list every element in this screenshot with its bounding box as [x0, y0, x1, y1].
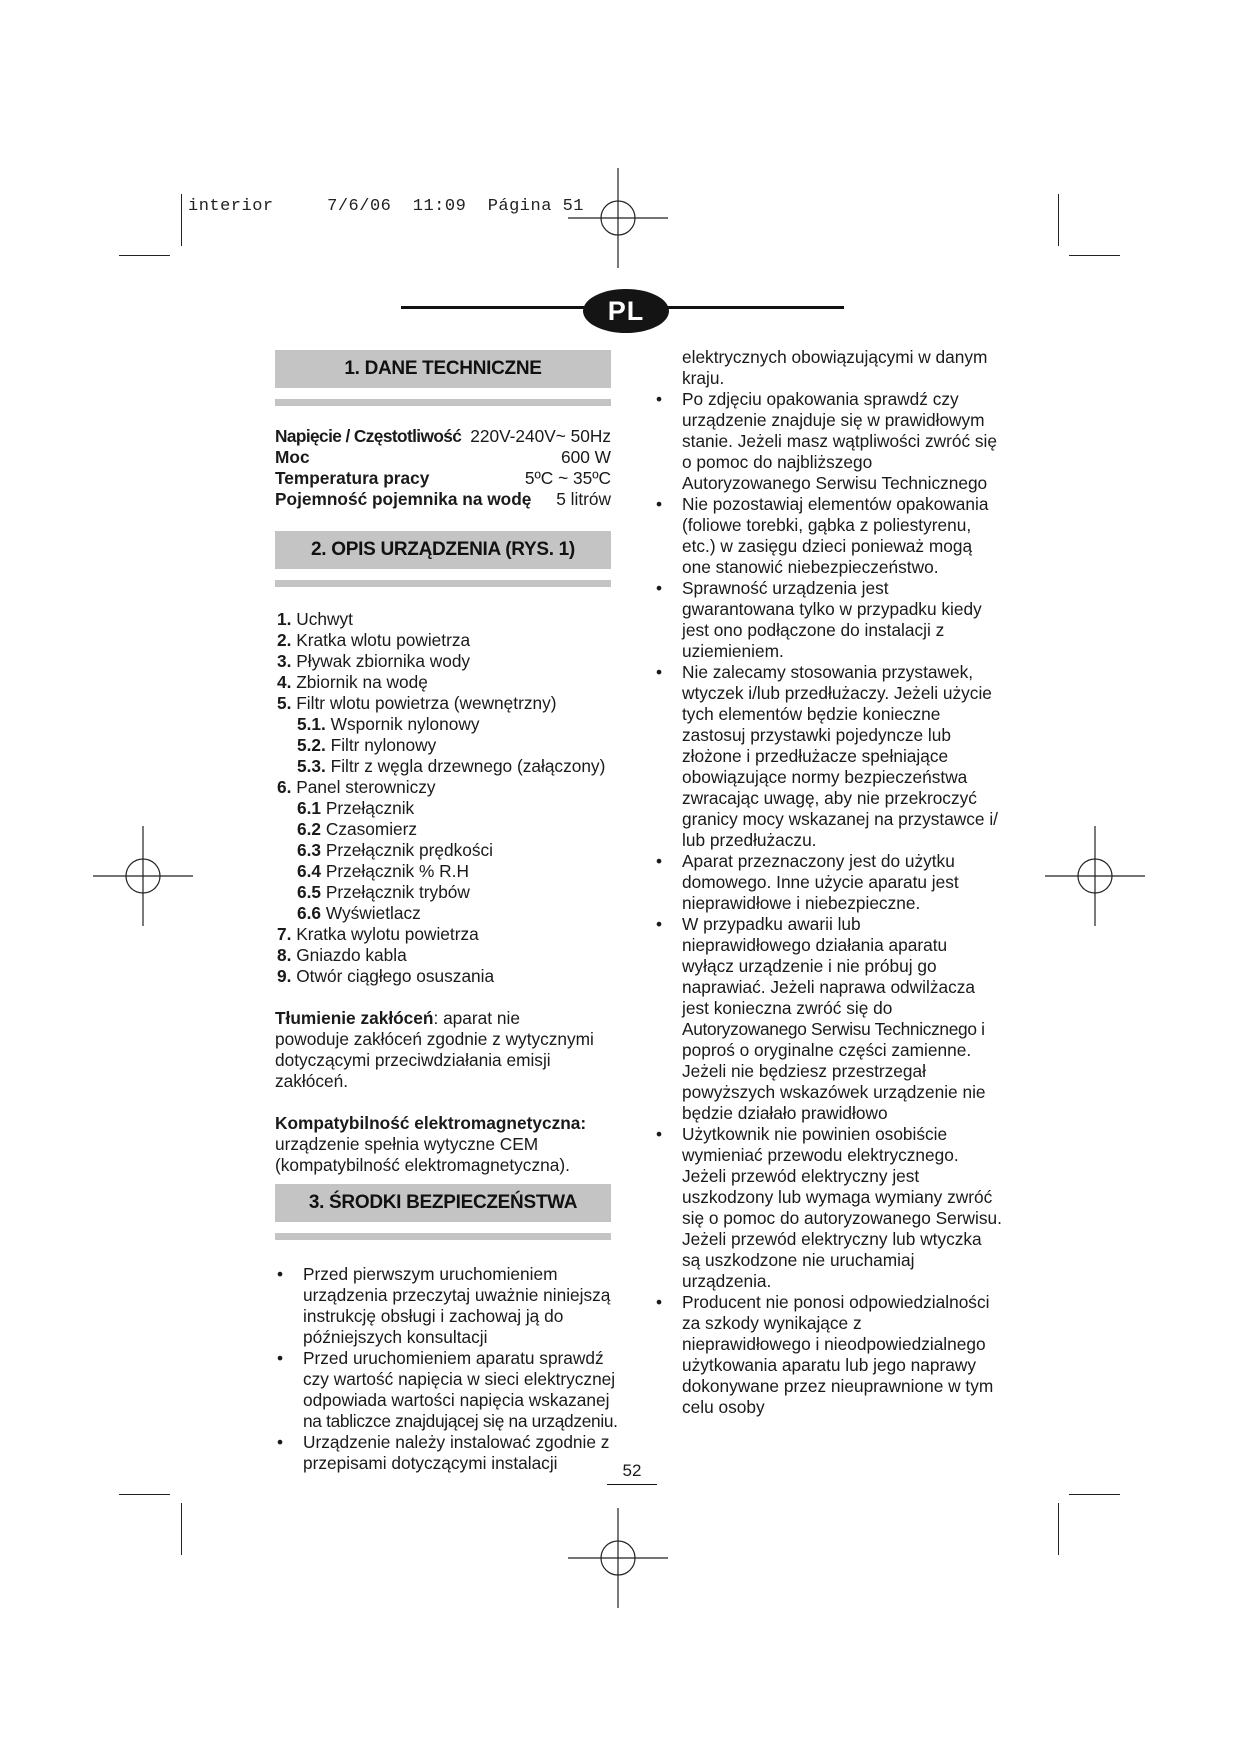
list-item: • Nie pozostawiaj elementów opakowania (foliowe torebki, gąbka z poliestyrenu, etc.) w zasięgu dzieci ponieważ mogą one stanowić niebezpieczeństwo. — [656, 494, 989, 577]
list-item: 6.6 Wyświetlacz — [297, 903, 421, 923]
page-number-rule — [607, 1484, 657, 1485]
left-column — [275, 350, 618, 1474]
interference-paragraph: Tłumienie zakłóceń: aparat nie powoduje zakłóceń zgodnie z wytycznymi dotyczącymi przeciwdziałania emisji zakłóceń. — [275, 1008, 594, 1091]
list-item: • Po zdjęciu opakowania sprawdź czy urządzenie znajduje się w prawidłowym stanie. Jeżeli masz wątpliwości zwróć się o pomoc do najbliższego Autoryzowanego Serwisu Technicznego — [656, 389, 998, 493]
crop-mark — [1058, 1503, 1059, 1555]
list-item: • Urządzenie należy instalować zgodnie z przepisami dotyczącymi instalacji — [277, 1432, 610, 1473]
list-item: • W przypadku awarii lub nieprawidłowego działania aparatu wyłącz urządzenie i nie próbuj go naprawiać. Jeżeli naprawa odwilżacza jest konieczna zwróć się do Autoryzowanego Serwisu Technicznego i poproś o oryginalne części zamienne. Jeżeli nie będziesz przestrzegał powyższych wskazówek urządzenie nie będzie działało prawidłowo — [656, 914, 986, 1123]
header-rule-right — [661, 306, 844, 309]
list-item: 6.1 Przełącznik — [297, 798, 415, 818]
list-item: • Przed pierwszym uruchomieniem urządzenia przeczytaj uważnie niniejszą instrukcję obsługi i zachowaj ją do późniejszych konsultacji — [277, 1264, 611, 1347]
list-item: 8. Gniazdo kabla — [277, 945, 407, 965]
interference-title: Tłumienie zakłóceń — [275, 1008, 434, 1028]
safety-list-left — [275, 1264, 618, 1474]
slug-page-label: Página 51 — [487, 197, 585, 216]
list-item: • Aparat przeznaczony jest do użytku domowego. Inne użycie aparatu jest nieprawidłowe i niebezpieczne. — [656, 851, 959, 913]
list-item: 6.2 Czasomierz — [297, 819, 418, 839]
list-item: 5. Filtr wlotu powietrza (wewnętrzny) — [277, 693, 557, 713]
right-column — [654, 347, 1004, 1418]
header-rule-left — [401, 306, 591, 309]
list-item: • Producent nie ponosi odpowiedzialności za szkody wynikające z nieprawidłowego i nieodpowiedzialnego użytkowania aparatu lub jego naprawy dokonywane przez nieuprawnione w tym celu osoby — [656, 1292, 994, 1417]
list-item: 7. Kratka wylotu powietrza — [277, 924, 479, 944]
registration-mark-left-icon — [93, 826, 193, 926]
slug-time: 11:09 — [412, 197, 467, 216]
spec-row: Temperatura pracy 5ºC ~ 35ºC — [275, 468, 611, 488]
section-3-heading: 3. ŚRODKI BEZPIECZEŃSTWA — [275, 1184, 611, 1222]
crop-mark — [1058, 194, 1059, 246]
list-item: • Użytkownik nie powinien osobiście wymieniać przewodu elektrycznego. Jeżeli przewód elektryczny jest uszkodzony lub wymaga wymiany zwróć się o pomoc do autoryzowanego Serwisu. Jeżeli przewód elektryczny lub wtyczka są uszkodzone nie uruchamiaj urządzenia. — [656, 1124, 1002, 1291]
registration-mark-bottom-icon — [568, 1508, 668, 1608]
continuation-text: elektrycznych obowiązującymi w danym kraju. — [682, 347, 988, 388]
list-item: • Przed uruchomieniem aparatu sprawdź czy wartość napięcia w sieci elektrycznej odpowiada wartości napięcia wskazanej na tabliczce znajdującej się na urządzeniu. — [277, 1348, 618, 1431]
list-item: 6.3 Przełącznik prędkości — [297, 840, 493, 860]
spec-row: Pojemność pojemnika na wodę 5 litrów — [275, 489, 611, 509]
spec-table — [275, 426, 611, 510]
slug-filename: interior — [188, 197, 274, 216]
registration-mark-right-icon — [1045, 826, 1145, 926]
list-item: 3. Pływak zbiornika wody — [277, 651, 471, 671]
emc-title: Kompatybilność elektromagnetyczna: — [275, 1113, 587, 1133]
crop-mark — [119, 255, 170, 256]
crop-mark — [119, 1494, 170, 1495]
slug-date: 7/6/06 — [327, 197, 392, 216]
list-item: 9. Otwór ciągłego osuszania — [277, 966, 495, 986]
list-item: 1. Uchwyt — [277, 609, 353, 629]
crop-mark — [1069, 255, 1120, 256]
list-item: 6. Panel sterowniczy — [277, 777, 436, 797]
spec-row: Napięcie / Częstotliwość 220V-240V~ 50Hz — [275, 426, 611, 446]
page-number: 52 — [622, 1461, 642, 1480]
list-item: • Nie zalecamy stosowania przystawek, wtyczek i/lub przedłużaczy. Jeżeli użycie tych elementów będzie konieczne zastosuj przystawki pojedyncze lub złożone i przedłużacze spełniające obowiązujące normy bezpieczeństwa zwracając uwagę, aby nie przekroczyć granicy mocy wskazanej na przystawce i/ lub przedłużaczu. — [656, 662, 998, 850]
registration-mark-top-icon — [568, 168, 668, 268]
list-item: • Sprawność urządzenia jest gwarantowana tylko w przypadku kiedy jest ono podłączone do instalacji z uziemieniem. — [656, 578, 982, 661]
print-slug — [188, 197, 584, 216]
crop-mark — [181, 194, 182, 246]
spec-row: Moc 600 W — [275, 447, 611, 467]
list-item: 6.4 Przełącznik % R.H — [297, 861, 469, 881]
crop-mark — [1069, 1494, 1120, 1495]
language-badge: PL — [583, 289, 669, 333]
list-item: 4. Zbiornik na wodę — [277, 672, 428, 692]
list-item: 5.3. Filtr z węgla drzewnego (załączony) — [297, 756, 606, 776]
section-1-heading: 1. DANE TECHNICZNE — [275, 350, 611, 388]
section-2-heading: 2. OPIS URZĄDZENIA (RYS. 1) — [275, 531, 611, 569]
parts-list — [275, 609, 611, 987]
section-rule — [275, 580, 611, 587]
list-item: 5.2. Filtr nylonowy — [297, 735, 437, 755]
section-rule — [275, 399, 611, 406]
list-item: 6.5 Przełącznik trybów — [297, 882, 470, 902]
emc-paragraph: Kompatybilność elektromagnetyczna: urządzenie spełnia wytyczne CEM (kompatybilność elektromagnetyczna). — [275, 1113, 587, 1175]
list-item: 2. Kratka wlotu powietrza — [277, 630, 471, 650]
section-rule — [275, 1233, 611, 1240]
crop-mark — [181, 1503, 182, 1555]
list-item: 5.1. Wspornik nylonowy — [297, 714, 480, 734]
